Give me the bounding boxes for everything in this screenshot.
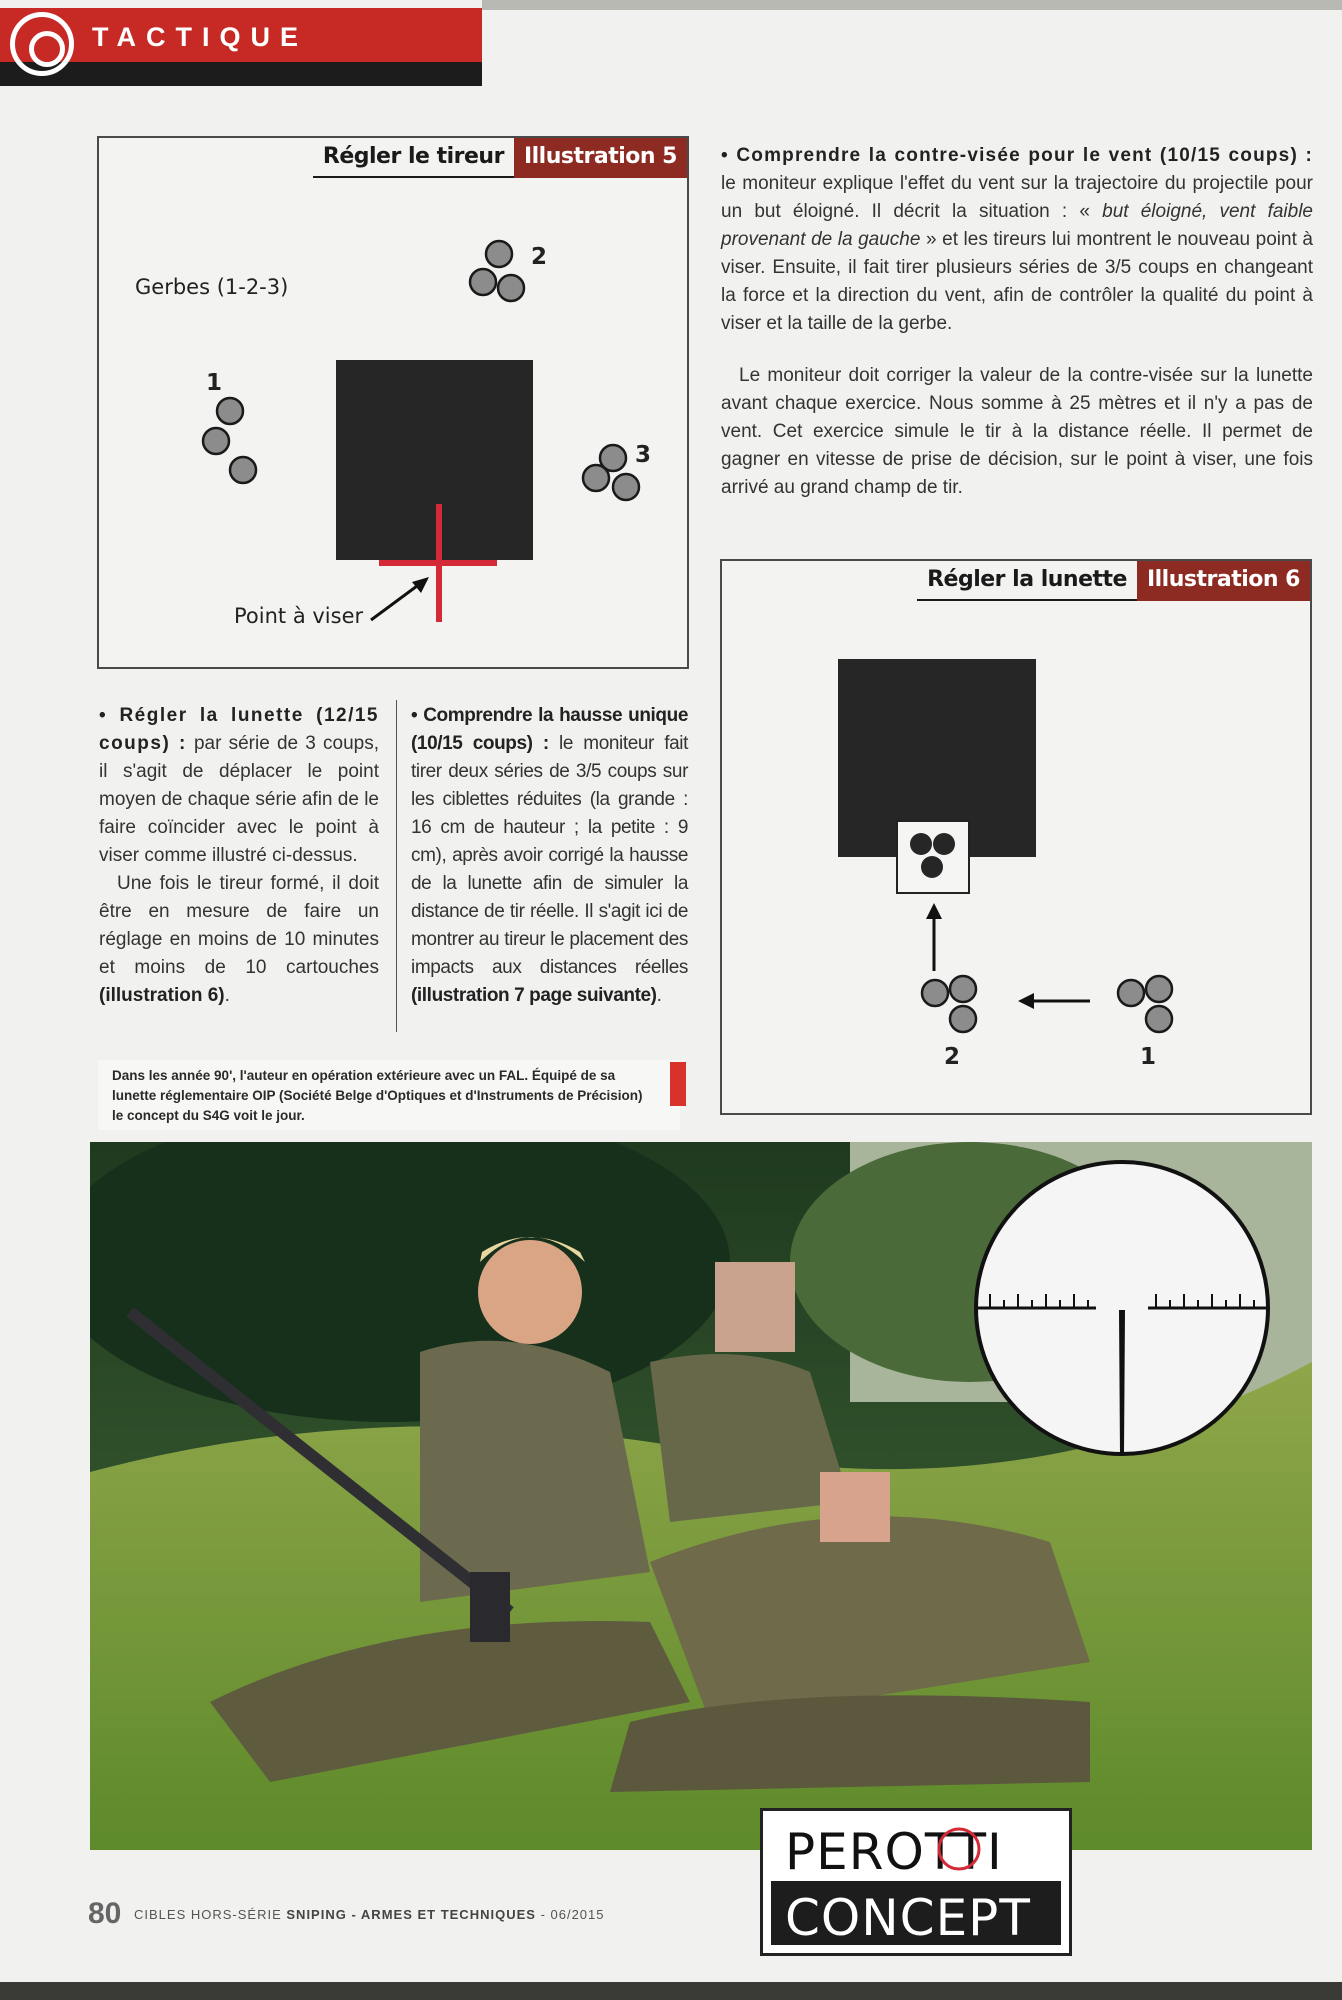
footer-series: SNIPING - ARMES ET TECHNIQUES: [286, 1907, 536, 1922]
cluster-label-2: 2: [531, 244, 548, 270]
column-2-paragraph-1: [411, 702, 688, 1010]
illustration-5-tag: Illustration 5: [514, 138, 687, 178]
logo-line-1: PEROTTI: [785, 1823, 1003, 1881]
shot-cluster-1: [1118, 976, 1172, 1032]
column-1-paragraph-1: [99, 702, 379, 870]
caption-marker: [670, 1062, 686, 1106]
column-1-text-2: Une fois le tireur formé, il doit être en mesure de faire un réglage en moins de 10 minutes et moins de 10 cartouches: [99, 873, 379, 978]
illustration-6: [720, 559, 1312, 1115]
column-3: [721, 142, 1313, 502]
section-banner-stripe: [0, 62, 482, 86]
cluster-label-3: 3: [635, 442, 652, 468]
arrow-up-head-icon: [926, 903, 942, 919]
illustration-5-title: Régler le tireur: [313, 138, 514, 178]
column-3-text-1a: le moniteur explique l'effet du vent sur la trajectoire du projectile pour un but éloigné. Il décrit la situation : «: [721, 173, 1313, 222]
page-bottom-edge: [0, 1982, 1342, 2000]
perotti-concept-logo-art: [763, 1811, 1069, 1953]
column-3-paragraph-1: [721, 142, 1313, 338]
column-2-heading: • Comprendre la hausse unique (10/15 coups) :: [411, 705, 688, 754]
illustration-6-title: Régler la lunette: [917, 561, 1137, 601]
group-label: Gerbes (1-2-3): [135, 275, 289, 299]
illustration-6-diagram: [722, 561, 1312, 1115]
column-1-paragraph-2: [99, 870, 379, 1010]
column-1-ref: (illustration 6): [99, 985, 225, 1006]
column-2-end: .: [656, 985, 662, 1006]
column-2: [411, 702, 688, 1010]
illustration-6-tag: Illustration 6: [1137, 561, 1310, 601]
section-title: TACTIQUE: [92, 22, 308, 52]
arrow-left-head-icon: [1018, 993, 1034, 1009]
page-top-edge: [482, 0, 1342, 10]
page-number: 80: [88, 1897, 122, 1930]
column-1: [99, 702, 379, 1010]
photo-caption: Dans les année 90', l'auteur en opération extérieure avec un FAL. Équipé de sa lunette réglementaire OIP (Société Belge d'Optiques et d'Instruments de Précision) le concept du S4G voit le jour.: [98, 1060, 680, 1130]
photo-soldiers: [90, 1142, 1312, 1850]
column-3-quote: but éloigné, vent faible provenant de la gauche: [721, 201, 1313, 250]
column-1-heading: • Régler la lunette (12/15 coups) :: [99, 705, 379, 754]
column-divider: [396, 700, 397, 1032]
illustration-5: [97, 136, 689, 669]
aim-label: Point à viser: [234, 604, 364, 628]
cluster-label-2: 2: [944, 1044, 961, 1070]
footer-publication: CIBLES HORS-SÉRIE: [134, 1907, 282, 1922]
perotti-concept-logo: [760, 1808, 1072, 1956]
aim-arrow-icon: [371, 586, 417, 620]
cluster-label-1: 1: [1140, 1044, 1157, 1070]
aim-cross-vertical: [436, 504, 442, 622]
shot-cluster-1: [203, 398, 256, 483]
column-3-paragraph-2: Le moniteur doit corriger la valeur de la contre-visée sur la lunette avant chaque exercice. Nous somme à 25 mètres et il n'y a pas de vent. Cet exercice simule le tir à la distance réelle. Il permet de gagner en vitesse de prise de décision, sur le point à viser, une fois arrivé au grand champ de tir.: [721, 365, 1313, 498]
logo-line-2: CONCEPT: [785, 1889, 1031, 1947]
column-3-text-1b: » et les tireurs lui montrent le nouveau point à viser. Ensuite, il fait tirer plusieurs séries de 3/5 coups en changeant la force et la direction du vent, afin de contrôler la qualité du point à viser et la taille de la gerbe.: [721, 229, 1313, 334]
page-footer: [88, 1897, 605, 1931]
footer-date: - 06/2015: [540, 1907, 605, 1922]
shot-cluster-3: [583, 445, 639, 500]
shot-cluster-2: [922, 976, 976, 1032]
aim-arrowhead-icon: [412, 577, 429, 593]
column-1-text-1: par série de 3 coups, il s'agit de déplacer le point moyen de chaque série afin de le faire coïncider avec le point à viser comme illustré ci-dessus.: [99, 733, 379, 866]
target-square: [336, 360, 533, 560]
cluster-label-1: 1: [206, 370, 223, 396]
illustration-5-diagram: [99, 138, 689, 669]
column-1-end: .: [224, 985, 230, 1006]
photo-illustration: [90, 1142, 1312, 1850]
column-2-text-1: le moniteur fait tirer deux séries de 3/5 coups sur les ciblettes réduites (la grande : 16 cm de hauteur ; la petite : 9 cm), après avoir corrigé la hausse de la lunette afin de simuler la distance de tir réelle. Il s'agit ici de montrer au tireur le placement des impacts aux distances réelles: [411, 733, 688, 978]
shot-cluster-2: [470, 241, 524, 301]
column-3-heading: • Comprendre la contre-visée pour le vent (10/15 coups) :: [721, 145, 1313, 166]
column-2-ref: (illustration 7 page suivante): [411, 985, 657, 1006]
target-logo-icon: [10, 12, 74, 76]
